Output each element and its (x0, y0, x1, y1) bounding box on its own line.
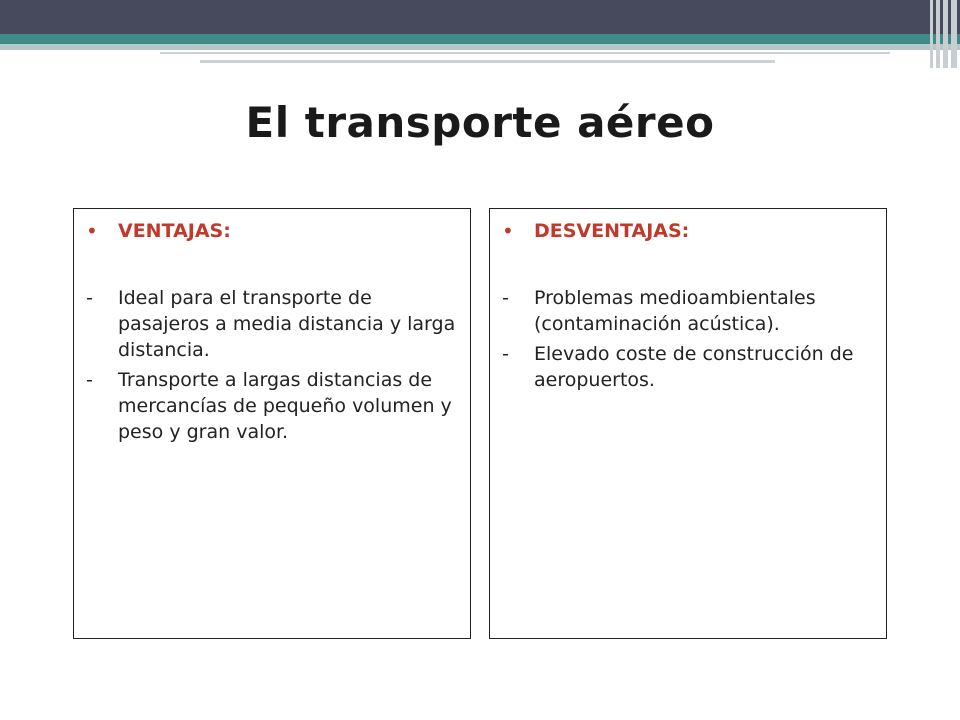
advantages-heading: VENTAJAS: (118, 220, 231, 242)
dash-marker: - (86, 369, 93, 391)
slide-title: El transporte aéreo (245, 98, 715, 147)
advantages-list (86, 285, 456, 449)
dash-marker: - (502, 287, 509, 309)
list-item (502, 285, 872, 337)
header-bar-dark (0, 0, 960, 34)
advantages-heading-row (86, 219, 231, 243)
list-item (502, 341, 872, 393)
dash-marker: - (86, 287, 93, 309)
header-line (200, 60, 775, 63)
list-item-text: Ideal para el transporte de pasajeros a media distancia y larga distancia. (118, 287, 456, 361)
header-bar-teal (0, 34, 960, 44)
list-item (86, 367, 456, 445)
list-item-text: Problemas medioambientales (contaminación acústica). (534, 287, 816, 335)
dash-marker: - (502, 343, 509, 365)
bullet-icon: • (502, 219, 514, 243)
header-stripes (926, 0, 960, 68)
list-item-text: Transporte a largas distancias de mercancías de pequeño volumen y peso y gran valor. (118, 369, 452, 443)
disadvantages-panel (489, 208, 887, 639)
bullet-icon: • (86, 219, 98, 243)
header-line (160, 52, 890, 54)
list-item (86, 285, 456, 363)
disadvantages-heading-row (502, 219, 689, 243)
disadvantages-list (502, 285, 872, 397)
list-item-text: Elevado coste de construcción de aeropuertos. (534, 343, 854, 391)
advantages-panel (73, 208, 471, 639)
header-line (0, 44, 960, 50)
disadvantages-heading: DESVENTAJAS: (534, 220, 690, 242)
